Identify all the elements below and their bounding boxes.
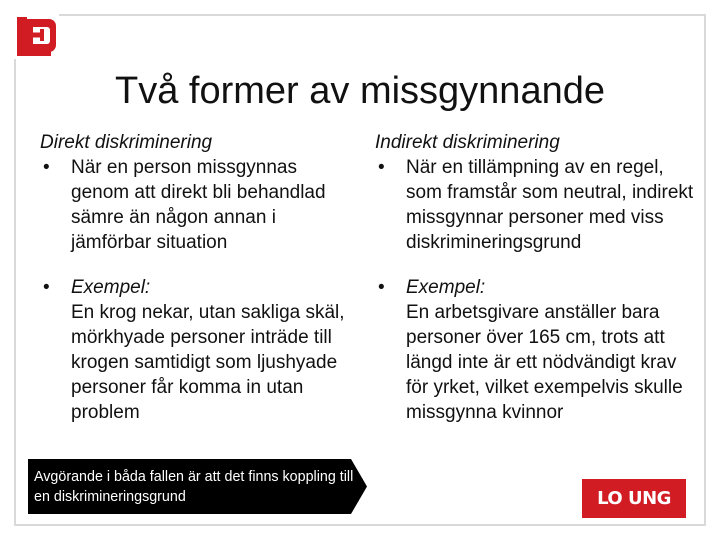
right-example-text: En arbetsgivare anställer bara personer över 165 cm, trots att längd inte är ett nödvändigt krav för yrket, vilket exempelvis skulle missgynna kvinnor — [406, 302, 683, 423]
left-example-label: • Exempel: — [71, 277, 151, 298]
left-bullet-example — [40, 275, 348, 425]
right-column — [375, 130, 695, 425]
callout-text: Avgörande i båda fallen är att det finns koppling till en diskrimineringsgrund — [34, 469, 354, 505]
right-bullet-list — [375, 155, 695, 425]
key-point-callout — [28, 459, 367, 514]
left-column-heading: Direkt diskriminering — [40, 132, 213, 153]
right-example-label: • Exempel: — [406, 277, 486, 298]
lo-logo-icon — [14, 14, 59, 59]
lo-ung-badge: LO UNG — [582, 479, 686, 518]
left-example-text: En krog nekar, utan sakliga skäl, mörkhyade personer inträde till krogen samtidigt som ljushyade personer får komma in utan problem — [71, 302, 345, 423]
right-bullet-example — [375, 275, 695, 425]
left-bullet-definition: • När en person missgynnas genom att direkt bli behandlad sämre än någon annan i jämförbar situation — [40, 155, 348, 255]
right-bullet-definition: • När en tillämpning av en regel, som framstår som neutral, indirekt missgynnar personer med viss diskrimineringsgrund — [375, 155, 695, 255]
left-bullet-list — [40, 155, 348, 425]
left-column — [40, 130, 348, 425]
slide-title: Två former av missgynnande — [115, 70, 605, 113]
right-column-heading: Indirekt diskriminering — [375, 132, 560, 153]
